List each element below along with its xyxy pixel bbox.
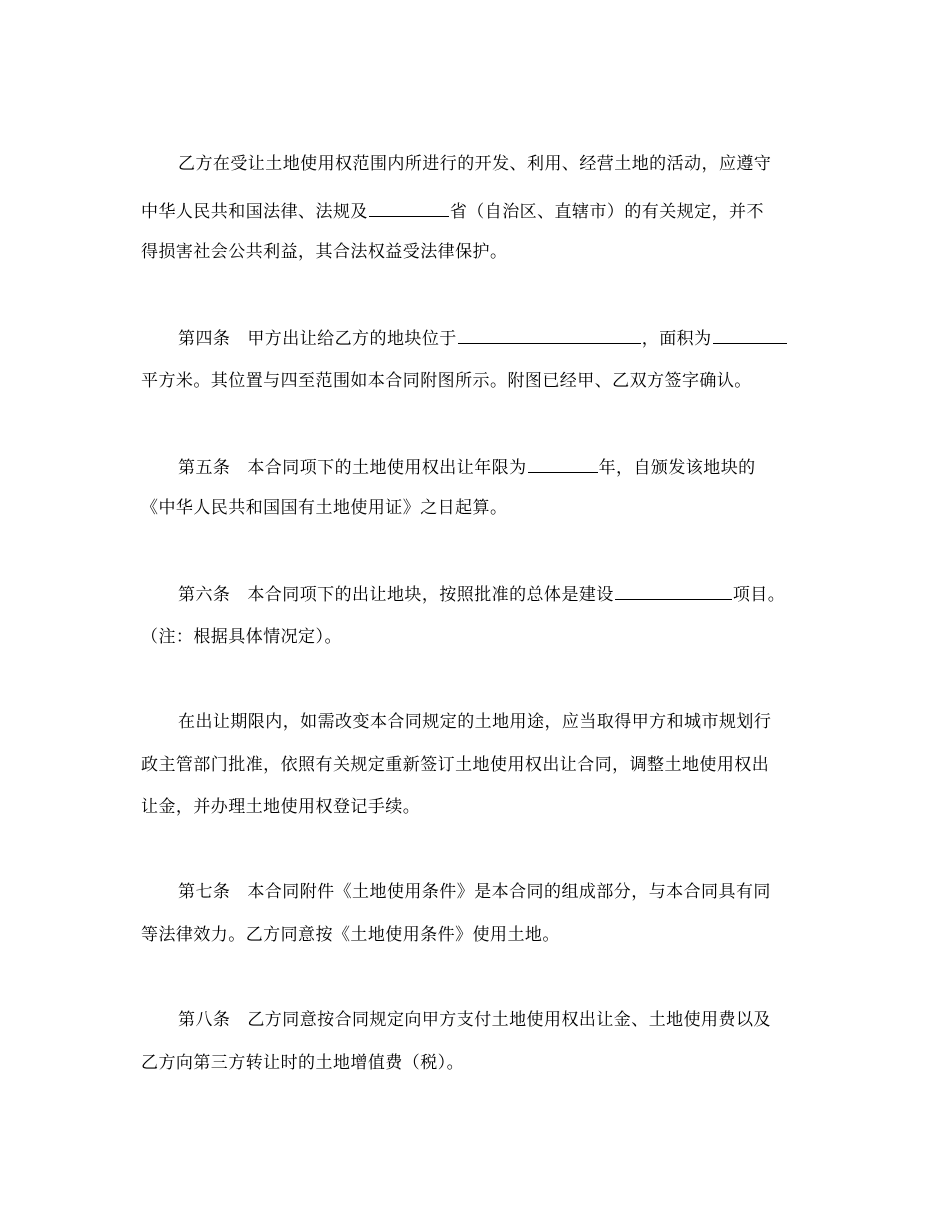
- paragraph-1-line-2: 中华人民共和国法律、法规及 省（自治区、直辖市）的有关规定，并不: [141, 197, 764, 223]
- project-blank: [615, 580, 732, 600]
- location-blank: [458, 324, 641, 344]
- area-blank: [713, 324, 787, 344]
- article-7-line-2: 等法律效力。乙方同意按《土地使用条件》使用土地。: [141, 925, 560, 945]
- article-6-line-1: 第六条 本合同项下的出让地块，按照批准的总体是建设 项目。: [178, 580, 785, 606]
- article-8-label: 第八条: [178, 1010, 231, 1030]
- article-7-line-1: 第七条 本合同附件《土地使用条件》是本合同的组成部分，与本合同具有同: [178, 882, 771, 902]
- province-blank: [369, 197, 449, 217]
- article-5-label: 第五条: [178, 458, 231, 478]
- article-8-line-2: 乙方向第三方转让时的土地增值费（税）。: [141, 1053, 465, 1073]
- paragraph-7-line-1: 在出让期限内，如需改变本合同规定的土地用途，应当取得甲方和城市规划行: [178, 712, 772, 732]
- paragraph-1-line-3: 得损害社会公共利益，其合法权益受法律保护。: [141, 242, 508, 262]
- article-8-line-1: 第八条 乙方同意按合同规定向甲方支付土地使用权出让金、土地使用费以及: [178, 1010, 771, 1030]
- article-6-label: 第六条: [178, 585, 231, 605]
- article-5-line-1: 第五条 本合同项下的土地使用权出让年限为 年，自颁发该地块的: [178, 453, 756, 479]
- paragraph-7-line-2: 政主管部门批准，依照有关规定重新签订土地使用权出让合同，调整土地使用权出: [141, 755, 770, 775]
- article-5-line-2: 《中华人民共和国国有土地使用证》之日起算。: [141, 498, 508, 518]
- article-4-line-2: 平方米。其位置与四至范围如本合同附图所示。附图已经甲、乙双方签字确认。: [141, 371, 752, 391]
- paragraph-1-line-1: 乙方在受让土地使用权范围内所进行的开发、利用、经营土地的活动，应遵守: [178, 154, 772, 174]
- article-7-label: 第七条: [178, 882, 231, 902]
- paragraph-7-line-3: 让金，并办理土地使用权登记手续。: [141, 797, 421, 817]
- article-4-line-1: 第四条 甲方出让给乙方的地块位于 ，面积为: [178, 324, 788, 350]
- article-6-line-2: （注：根据具体情况定）。: [141, 627, 342, 647]
- article-4-label: 第四条: [178, 329, 231, 349]
- term-years-blank: [528, 453, 598, 473]
